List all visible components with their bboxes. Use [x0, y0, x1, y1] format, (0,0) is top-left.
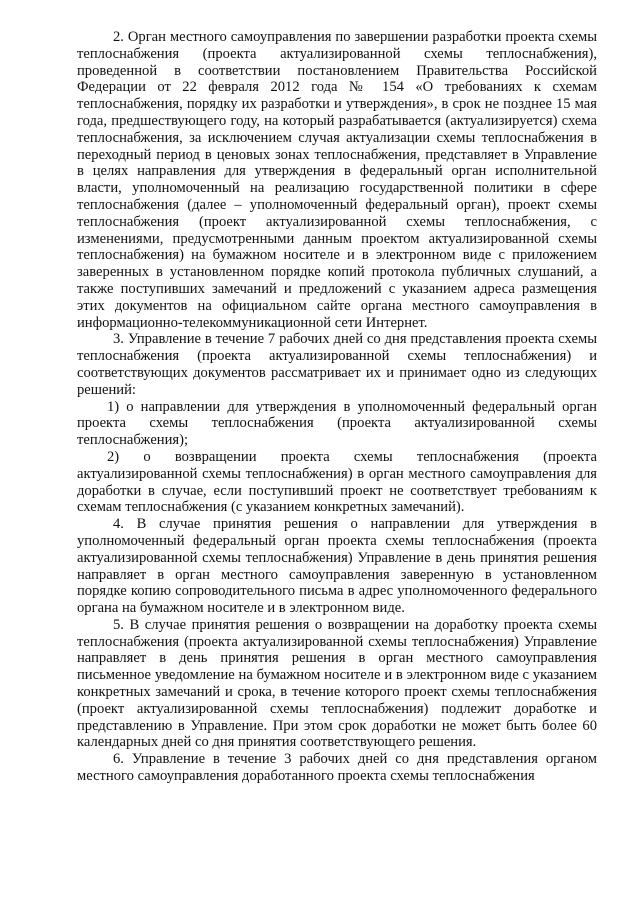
paragraph-4: 4. В случае принятия решения о направлении для утверждения в уполномоченный федеральный орган проекта схемы теплоснабжения (проекта актуализированной схемы теплоснабжения) Управление в день принятия решения направляет в орган местного самоуправления заверенную в установленном порядке копию сопроводительного письма в адрес уполномоченного федерального органа на бумажном носителе и в электронном виде.: [77, 516, 597, 617]
paragraph-6: 6. Управление в течение 3 рабочих дней со дня представления органом местного самоуправления доработанного проекта схемы теплоснабжения: [77, 751, 597, 785]
paragraph-3-item-1: 1) о направлении для утверждения в уполномоченный федеральный орган проекта схемы теплоснабжения (проекта актуализированной схемы теплоснабжения);: [77, 398, 597, 449]
paragraph-3-item-2: 2) о возвращении проекта схемы теплоснабжения (проекта актуализированной схемы теплоснабжения) в орган местного самоуправления для доработки в случае, если поступивший проект не соответствует требованиям к схемам теплоснабжения (с указанием конкретных замечаний).: [77, 448, 597, 516]
document-page: [77, 29, 597, 785]
paragraph-5: 5. В случае принятия решения о возвращении на доработку проекта схемы теплоснабжения (проекта актуализированной схемы теплоснабжения) Управление направляет в день принятия решения в орган местного самоуправления письменное уведомление на бумажном носителе и в электронном виде с указанием конкретных замечаний и срока, в течение которого проект схемы теплоснабжения (проект актуализированной схемы теплоснабжения) подлежит доработке и представлению в Управление. При этом срок доработки не может быть более 60 календарных дней со дня принятия соответствующего решения.: [77, 616, 597, 751]
paragraph-3: 3. Управление в течение 7 рабочих дней со дня представления проекта схемы теплоснабжения (проекта актуализированной схемы теплоснабжения) и соответствующих документов рассматривает их и принимает одно из следующих решений:: [77, 331, 597, 398]
paragraph-2: 2. Орган местного самоуправления по завершении разработки проекта схемы теплоснабжения (проекта актуализированной схемы теплоснабжения), проведенной в соответствии постановлением Правительства Российской Федерации от 22 февраля 2012 года № 154 «О требованиях к схемам теплоснабжения, порядку их разработки и утверждения», в срок не позднее 15 мая года, предшествующего году, на который разрабатывается (актуализируется) схема теплоснабжения, за исключением случая актуализации схемы теплоснабжения в переходный период в ценовых зонах теплоснабжения, представляет в Управление в целях направления для утверждения в федеральный орган исполнительной власти, уполномоченный на реализацию государственной политики в сфере теплоснабжения (далее – уполномоченный федеральный орган), проект схемы теплоснабжения (проект актуализированной схемы теплоснабжения, с изменениями, предусмотренными данным проектом актуализированной схемы теплоснабжения) на бумажном носителе и в электронном виде с приложением заверенных в установленном порядке копий протокола публичных слушаний, а также поступивших замечаний и предложений с указанием адреса размещения этих документов на официальном сайте органа местного самоуправления в информационно-телекоммуникационной сети Интернет.: [77, 29, 597, 331]
